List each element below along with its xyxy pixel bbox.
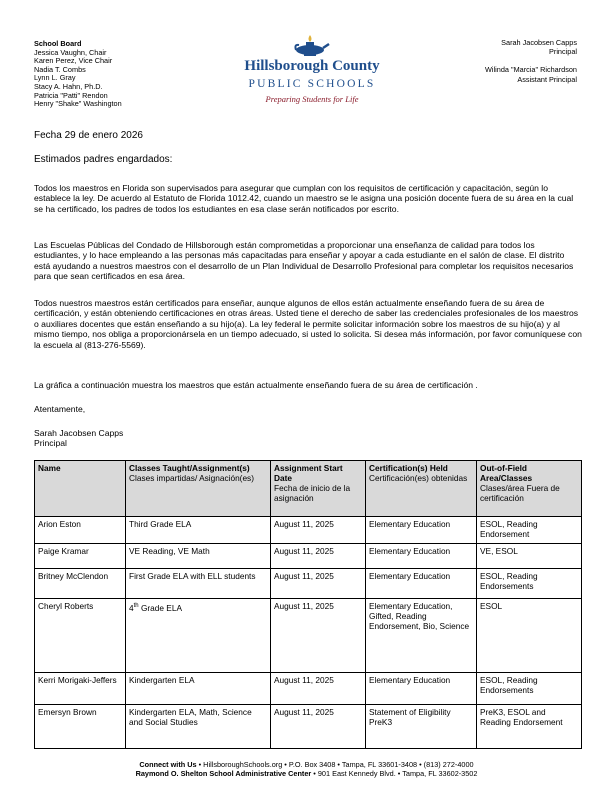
footer-contact-line — [0, 760, 613, 769]
letter-paragraph-2: Las Escuelas Públicas del Condado de Hillsborough están comprometidas a proporcionar una enseñanza de calidad para todos los estudiantes, y lo hace empleando a las personas más capacitadas para enseñar y apoyar a cada estudiante en el salón de clase. El distrito está ayudando a nuestros maestros con el desarrollo de un Plan Individual de Desarrollo Profesional para completar los requisitos necesarios para que sean certificados en esa área. — [34, 240, 574, 282]
footer-center-name: Raymond O. Shelton School Administrative Center — [135, 769, 312, 779]
cell-out-of-field: PreK3, ESOL and Reading Endorsement — [477, 705, 582, 749]
table-header-row — [35, 461, 582, 517]
signer-title: Principal — [34, 438, 67, 448]
table-row — [35, 705, 582, 749]
board-member: Nadia T. Combs — [34, 64, 86, 74]
school-board-heading: School Board — [34, 39, 82, 48]
footer-connect-label: Connect with Us — [139, 760, 197, 769]
header-out-of-field: Out-of-Field Area/Classes Clases/área Fuera de certificación — [477, 461, 582, 517]
letter-paragraph-3: Todos nuestros maestros están certificados para enseñar, aunque algunos de ellos están actualmente enseñando fuera de su área de certificación, y están obteniendo certificaciones en otras áreas. Usted tiene el derecho de saber las credenciales profesionales de los maestros o auxiliares docentes que están enseñando a su hijo(a). La ley federal le permite solicitar información sobre los maestros de su hijo(a) y al mismo tiempo, nos obliga a proporcionársela en un tiempo adecuado, si usted lo solicita. Si desea más información, por favor comuníquese con la escuela al (813-276-5569). — [34, 298, 582, 350]
cell-date: August 11, 2025 — [271, 705, 366, 749]
table-row — [35, 673, 582, 705]
board-member: Stacy A. Hahn, Ph.D. — [34, 81, 103, 91]
school-staff — [397, 38, 577, 84]
letter-greeting: Estimados padres engardados: — [34, 154, 173, 165]
cell-name: Cheryl Roberts — [35, 599, 126, 673]
logo-public-schools: PUBLIC SCHOOLS — [248, 78, 376, 90]
letter-paragraph-1: Todos los maestros en Florida son supervisados para asegurar que cumplan con los requisitos de certificación y capacitación, según lo establece la ley. De acuerdo al Estatuto de Florida 1012.42, cuando un maestro se le asigna una posición docente fuera de su área en la cual se ha certificado, los padres de todos los estudiantes en esa clase serán notificados por escrito. — [34, 183, 574, 214]
cell-name: Kerri Morigaki-Jeffers — [35, 673, 126, 705]
school-board-list — [34, 40, 122, 109]
out-of-field-teachers-table — [34, 460, 582, 749]
cell-out-of-field: ESOL, Reading Endorsement — [477, 517, 582, 544]
cell-cert: Elementary Education — [366, 517, 477, 544]
cell-name: Britney McClendon — [35, 569, 126, 599]
cell-name: Emersyn Brown — [35, 705, 126, 749]
cell-cert: Elementary Education — [366, 569, 477, 599]
page-footer — [0, 760, 613, 779]
header-name: Name — [35, 461, 126, 517]
cell-out-of-field: ESOL — [477, 599, 582, 673]
table-row — [35, 517, 582, 544]
assistant-principal-name: Wilinda "Marcia" Richardson — [485, 65, 577, 75]
cell-name: Paige Kramar — [35, 544, 126, 569]
letter-date: Fecha 29 de enero 2026 — [34, 130, 143, 141]
footer-address-line — [0, 769, 613, 778]
cell-classes: Third Grade ELA — [126, 517, 271, 544]
cell-out-of-field: ESOL, Reading Endorsements — [477, 673, 582, 705]
board-member: Jessica Vaughn, Chair — [34, 47, 107, 57]
cell-classes: Kindergarten ELA — [126, 673, 271, 705]
table-row — [35, 569, 582, 599]
cell-classes: Kindergarten ELA, Math, Science and Social Studies — [126, 705, 271, 749]
footer-contact-details: • HillsboroughSchools.org • P.O. Box 3408 • Tampa, FL 33601-3408 • (813) 272-4000 — [196, 760, 474, 769]
logo-tagline: Preparing Students for Life — [265, 94, 359, 104]
district-logo — [232, 34, 392, 104]
cell-classes — [126, 599, 271, 673]
cell-name: Arion Eston — [35, 517, 126, 544]
cell-date: August 11, 2025 — [271, 569, 366, 599]
cell-date: August 11, 2025 — [271, 673, 366, 705]
table-row — [35, 544, 582, 569]
header-certifications: Certification(s) Held Certificación(es) obtenidas — [366, 461, 477, 517]
cell-out-of-field: ESOL, Reading Endorsements — [477, 569, 582, 599]
cell-date: August 11, 2025 — [271, 544, 366, 569]
lamp-of-learning-icon — [294, 34, 330, 58]
board-member: Karen Perez, Vice Chair — [34, 56, 113, 66]
principal-name: Sarah Jacobsen Capps — [501, 38, 577, 47]
cell-cert: Elementary Education, Gifted, Reading Endorsement, Bio, Science — [366, 599, 477, 673]
board-member: Patricia "Patti" Rendon — [34, 90, 108, 100]
cell-date: August 11, 2025 — [271, 599, 366, 673]
header-classes: Classes Taught/Assignment(s) Clases impartidas/ Asignación(es) — [126, 461, 271, 517]
board-member: Lynn L. Gray — [34, 73, 76, 83]
footer-center-address: • 901 East Kennedy Blvd. • Tampa, FL 33602-3502 — [311, 769, 478, 779]
grade-subject: Grade ELA — [138, 602, 182, 613]
logo-district-name: Hillsborough County — [244, 58, 380, 74]
cell-classes: VE Reading, VE Math — [126, 544, 271, 569]
cell-date: August 11, 2025 — [271, 517, 366, 544]
letter-closing: Atentamente, — [34, 404, 86, 414]
cell-cert: Statement of Eligibility PreK3 — [366, 705, 477, 749]
grade-ordinal: th — [133, 603, 139, 609]
cell-out-of-field: VE, ESOL — [477, 544, 582, 569]
header-start-date: Assignment Start Date Fecha de inicio de la asignación — [271, 461, 366, 517]
principal-title: Principal — [549, 47, 577, 57]
assistant-principal-title: Assistant Principal — [517, 74, 577, 84]
cell-cert: Elementary Education — [366, 673, 477, 705]
cell-cert: Elementary Education — [366, 544, 477, 569]
cell-classes: First Grade ELA with ELL students — [126, 569, 271, 599]
table-row — [35, 599, 582, 673]
board-member: Henry "Shake" Washington — [34, 99, 122, 109]
letter-paragraph-4: La gráfica a continuación muestra los maestros que están actualmente enseñando fuera de su área de certificación . — [34, 380, 478, 390]
grade-number: 4 — [129, 602, 134, 613]
signer-name: Sarah Jacobsen Capps — [34, 428, 124, 438]
